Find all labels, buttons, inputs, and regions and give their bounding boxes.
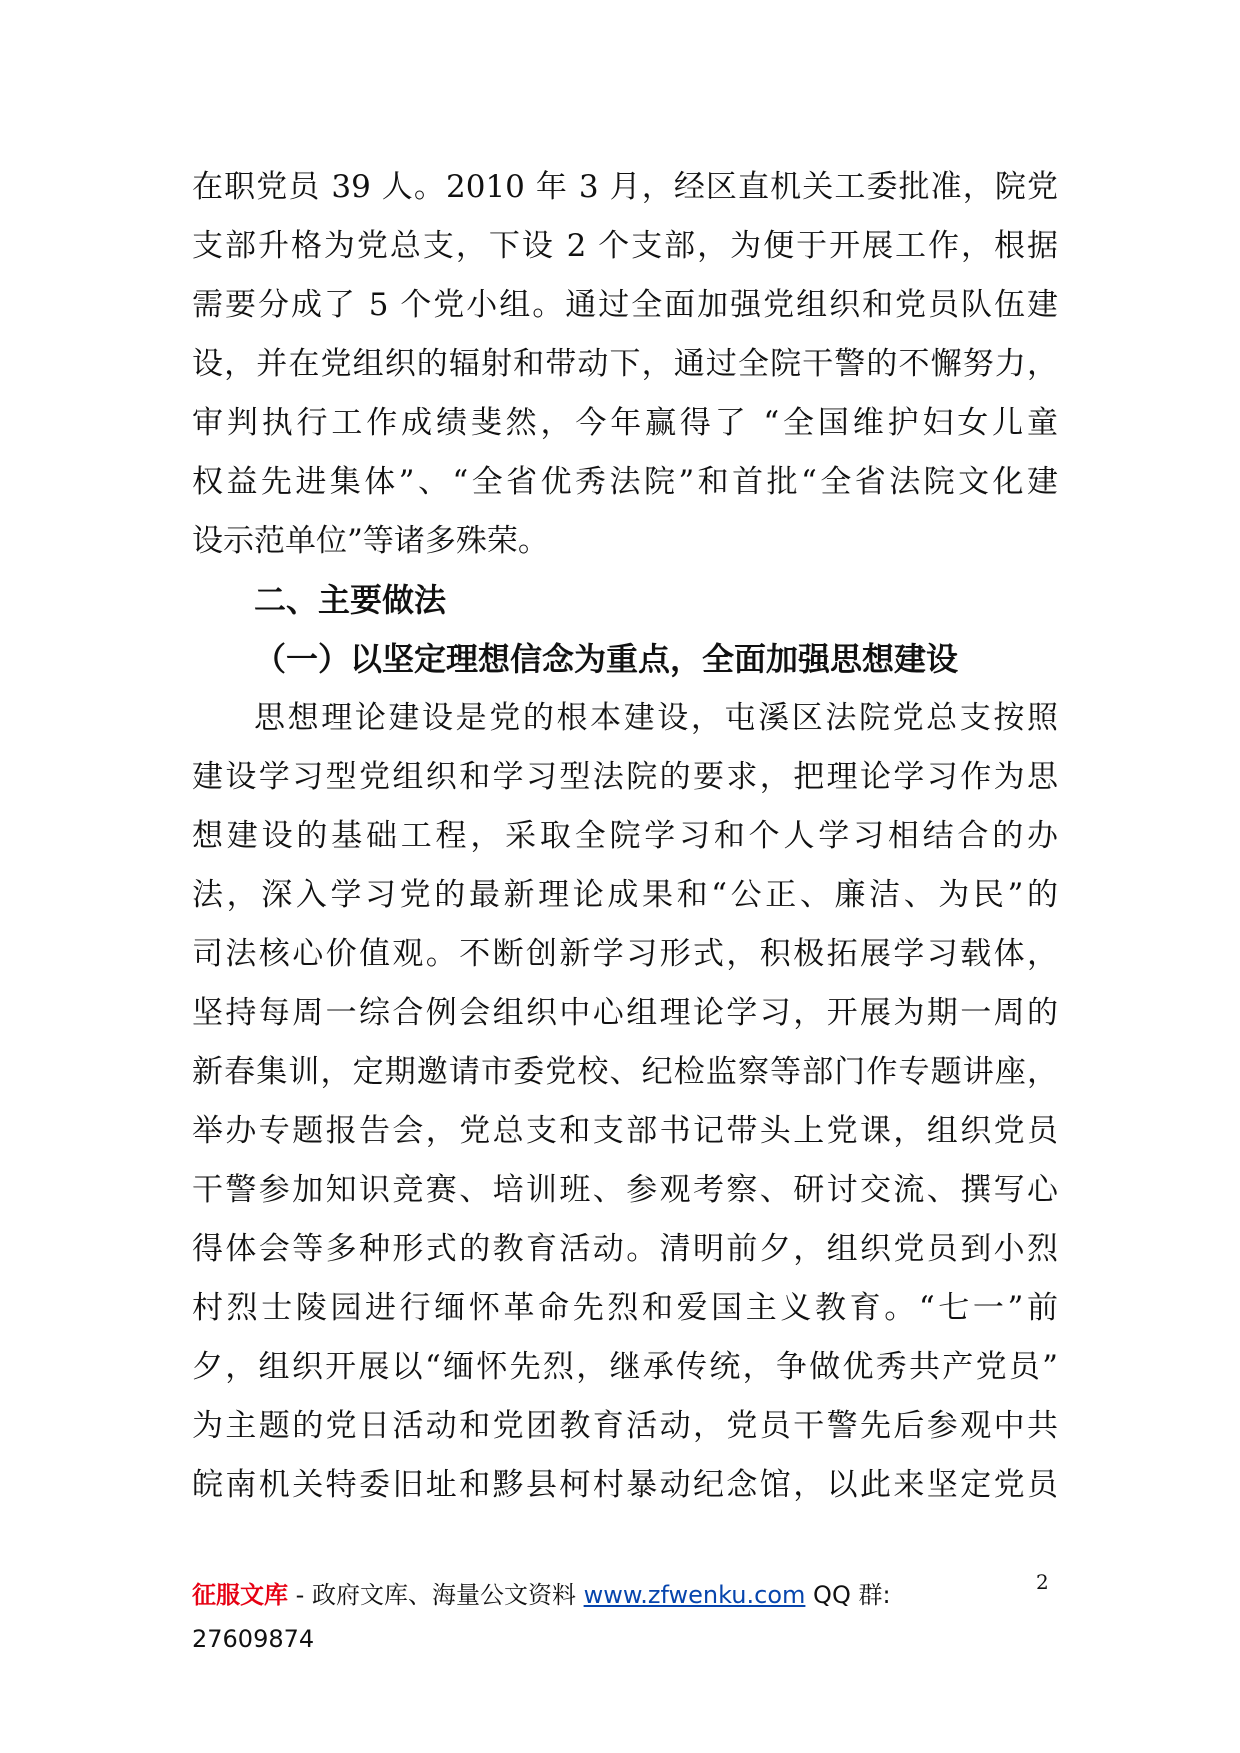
paragraph-line: 司法核心价值观。不断创新学习形式，积极拓展学习载体， (192, 936, 1058, 972)
section-heading: 二、主要做法 (254, 581, 447, 619)
paragraph-line: 为主题的党日活动和党团教育活动，党员干警先后参观中共 (192, 1408, 1058, 1444)
subsection-heading: （一）以坚定理想信念为重点，全面加强思想建设 (254, 640, 959, 678)
paragraph-line: 新春集训，定期邀请市委党校、纪检监察等部门作专题讲座， (192, 1054, 1058, 1090)
footer-qq-number: 27609874 (192, 1625, 315, 1653)
paragraph-line: 法，深入学习党的最新理论成果和“公正、廉洁、为民”的 (192, 877, 1058, 913)
page-number: 2 (1036, 1570, 1049, 1594)
paragraph-line: 权益先进集体”、“全省优秀法院”和首批“全省法院文化建 (192, 464, 1058, 500)
paragraph-line: 夕，组织开展以“缅怀先烈，继承传统，争做优秀共产党员” (192, 1349, 1058, 1385)
paragraph-line: 设示范单位”等诸多殊荣。 (192, 523, 549, 559)
document-body (192, 158, 1058, 1515)
paragraph-line: 需要分成了 5 个党小组。通过全面加强党组织和党员队伍建 (192, 287, 1058, 323)
page-footer (192, 1573, 1052, 1661)
footer-separator: - (295, 1581, 305, 1609)
paragraph-line: 得体会等多种形式的教育活动。清明前夕，组织党员到小烈 (192, 1231, 1058, 1267)
footer-brand: 征服文库 (192, 1581, 288, 1609)
paragraph-line: 设，并在党组织的辐射和带动下，通过全院干警的不懈努力， (192, 346, 1058, 382)
paragraph-line: 村烈士陵园进行缅怀革命先烈和爱国主义教育。“七一”前 (192, 1290, 1058, 1326)
paragraph-line: 思想理论建设是党的根本建设，屯溪区法院党总支按照 (254, 700, 1058, 736)
paragraph-line: 审判执行工作成绩斐然，今年赢得了 “全国维护妇女儿童 (192, 405, 1058, 441)
paragraph-line: 想建设的基础工程，采取全院学习和个人学习相结合的办 (192, 818, 1058, 854)
footer-qq-label: QQ 群: (813, 1581, 891, 1609)
paragraph-line: 支部升格为党总支，下设 2 个支部，为便于开展工作，根据 (192, 228, 1058, 264)
paragraph-line: 在职党员 39 人。2010 年 3 月，经区直机关工委批准，院党 (192, 169, 1058, 205)
paragraph-line: 坚持每周一综合例会组织中心组理论学习，开展为期一周的 (192, 995, 1058, 1031)
paragraph-line: 举办专题报告会，党总支和支部书记带头上党课，组织党员 (192, 1113, 1058, 1149)
paragraph-line: 建设学习型党组织和学习型法院的要求，把理论学习作为思 (192, 759, 1058, 795)
footer-tagline: 政府文库、海量公文资料 (311, 1581, 576, 1609)
footer-site-link[interactable]: www.zfwenku.com (583, 1581, 806, 1609)
paragraph-line: 皖南机关特委旧址和黟县柯村暴动纪念馆，以此来坚定党员 (192, 1467, 1058, 1503)
paragraph-line: 干警参加知识竞赛、培训班、参观考察、研讨交流、撰写心 (192, 1172, 1058, 1208)
